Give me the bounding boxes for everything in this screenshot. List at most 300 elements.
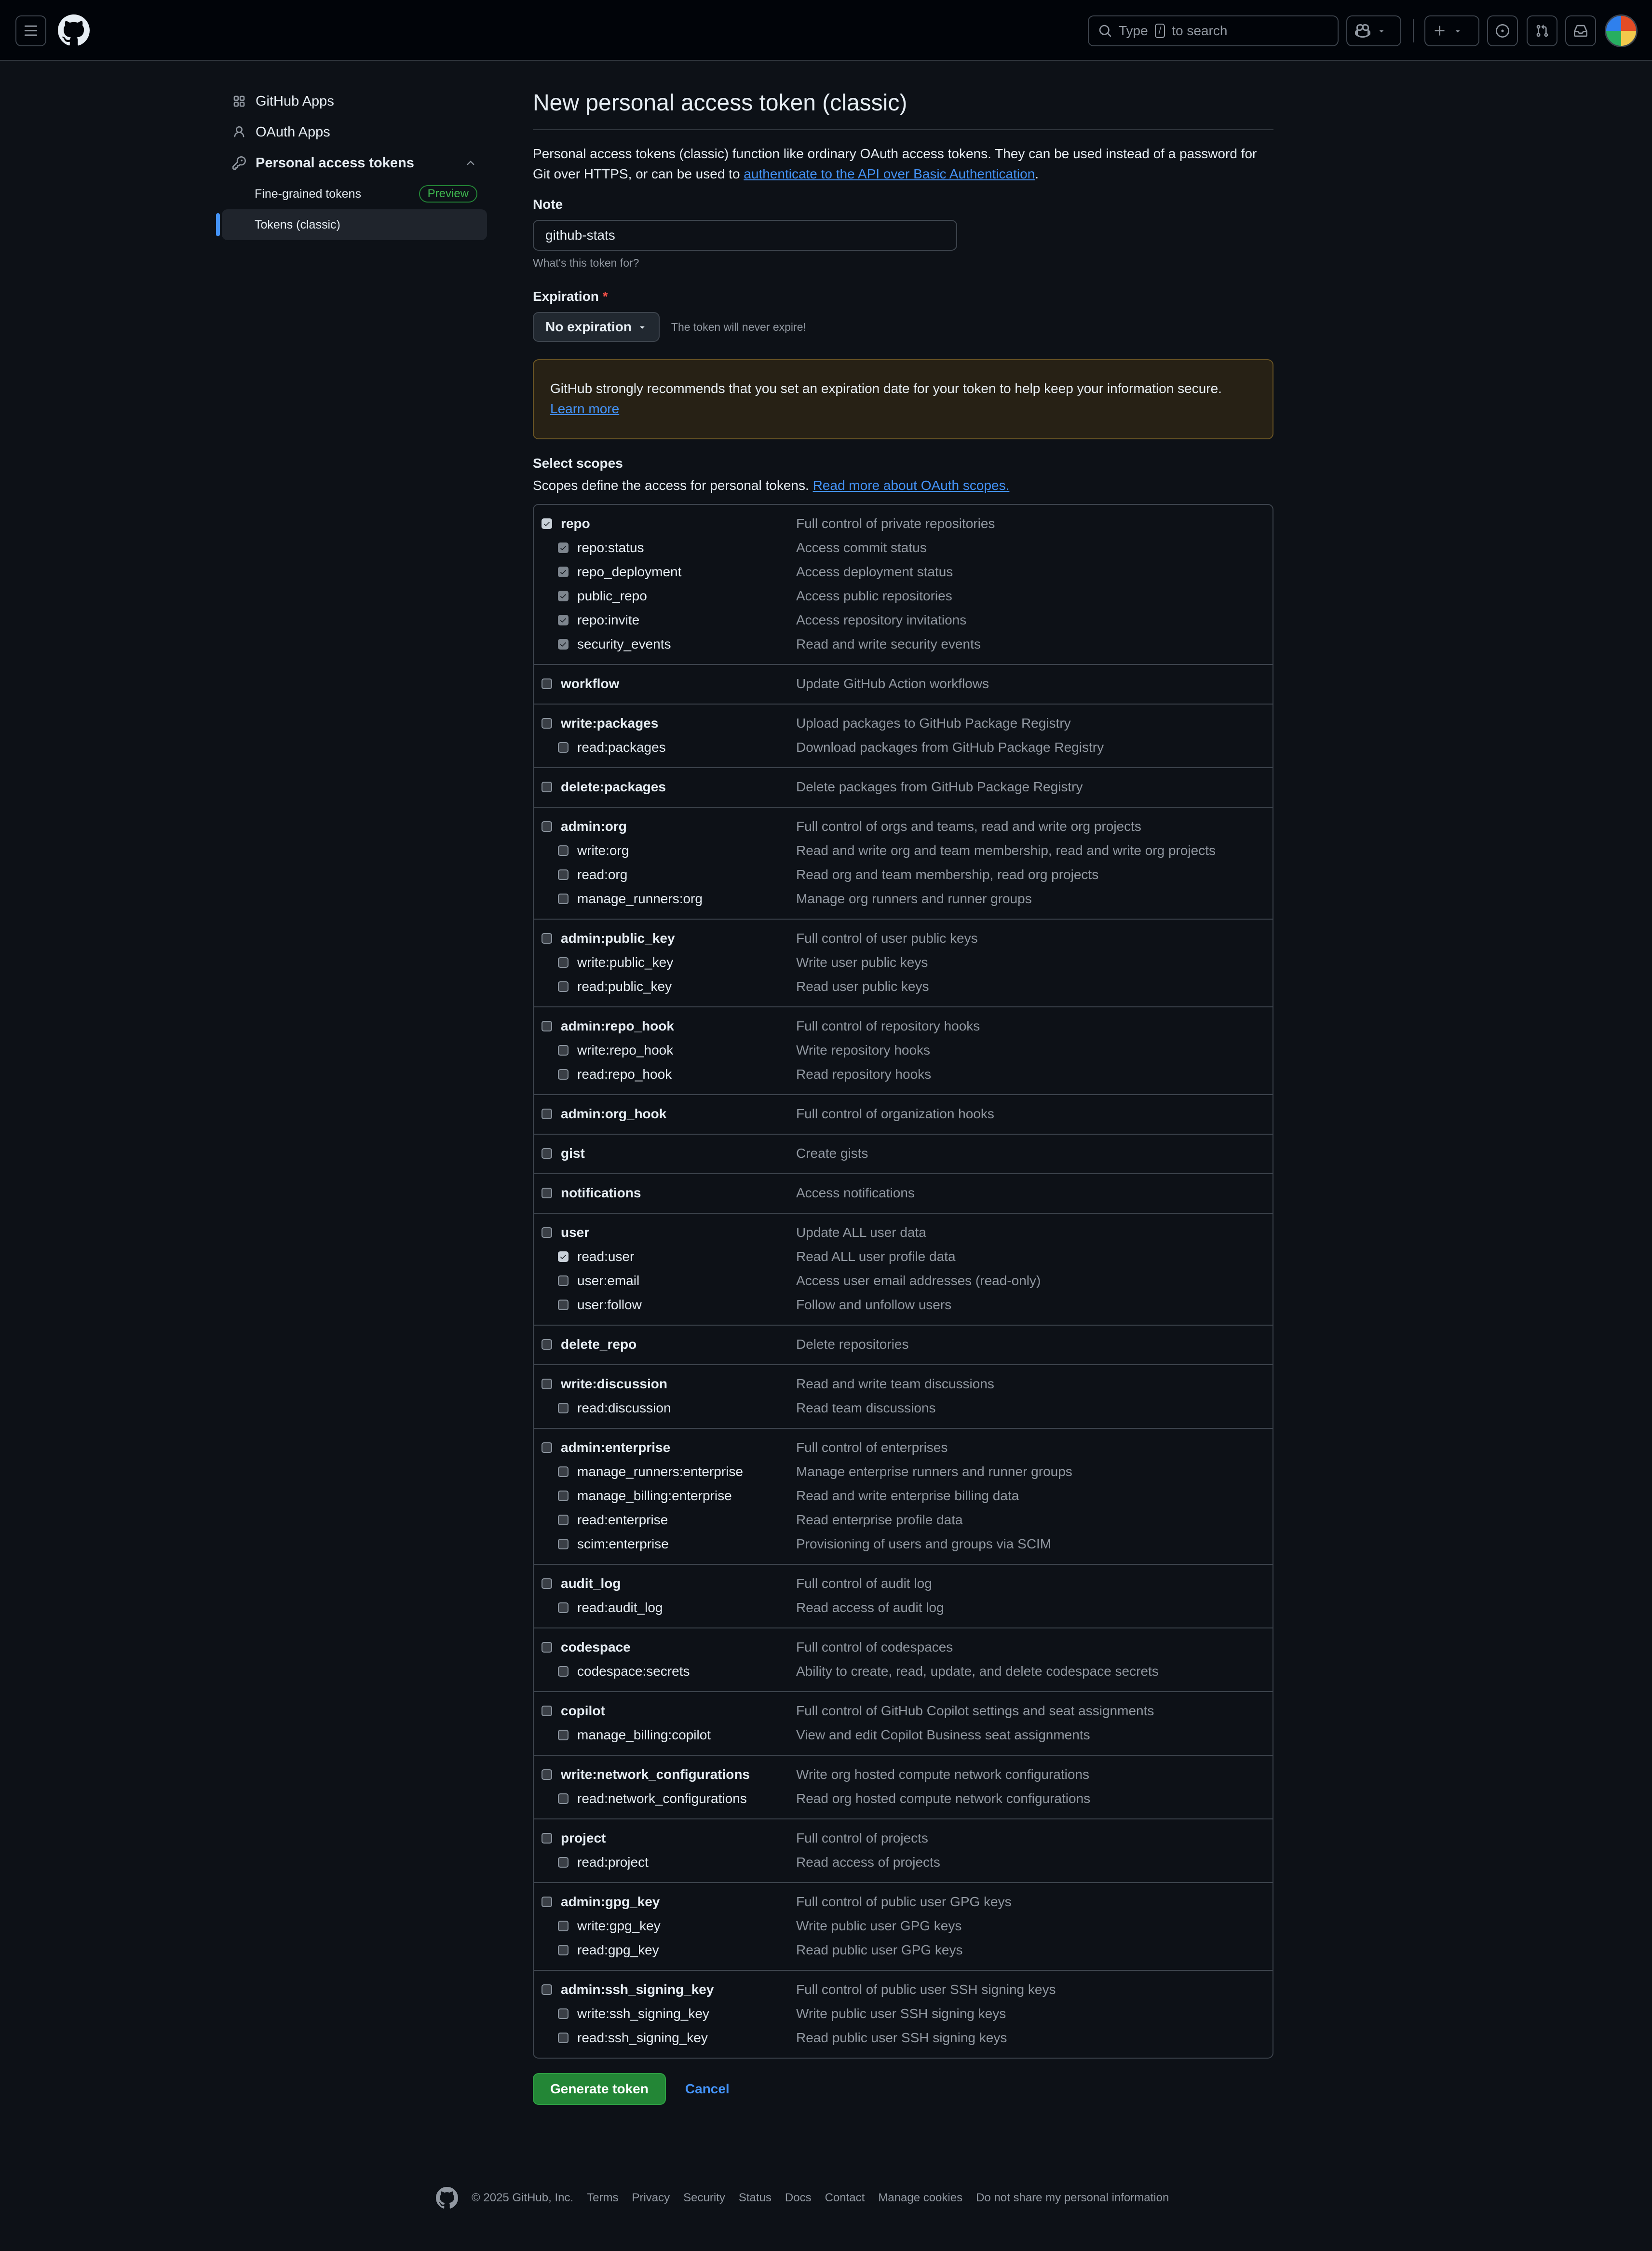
scope-group: [534, 767, 1273, 807]
scope-checkbox[interactable]: [542, 518, 552, 529]
scope-description: Full control of public user SSH signing keys: [796, 1982, 1056, 1997]
scope-description: Write user public keys: [796, 955, 928, 970]
scope-checkbox[interactable]: [542, 1578, 552, 1589]
required-mark: *: [602, 289, 608, 304]
scope-description: Read access of projects: [796, 1855, 940, 1870]
scope-name[interactable]: write:discussion: [561, 1376, 667, 1391]
scope-name[interactable]: copilot: [561, 1703, 605, 1718]
scope-name[interactable]: read:org: [577, 867, 628, 882]
scope-description: Full control of enterprises: [796, 1440, 948, 1455]
scope-row: [534, 2026, 1273, 2050]
basic-auth-link[interactable]: authenticate to the API over Basic Authentication: [744, 166, 1035, 181]
scope-description: Read and write security events: [796, 637, 981, 651]
scope-description: Write public user SSH signing keys: [796, 2006, 1006, 2021]
footer-link-status[interactable]: Status: [738, 2191, 772, 2204]
scope-name[interactable]: scim:enterprise: [577, 1536, 669, 1551]
scope-description: Access deployment status: [796, 564, 953, 579]
hamburger-icon: [24, 24, 38, 38]
scope-group: [534, 1882, 1273, 1970]
scope-group: [534, 1564, 1273, 1627]
copilot-button[interactable]: [1346, 15, 1401, 46]
scope-row: [534, 1978, 1273, 2002]
scope-row: [534, 1245, 1273, 1269]
scope-checkbox[interactable]: [542, 1642, 552, 1653]
footer-link-security[interactable]: Security: [683, 2191, 725, 2204]
scope-description: Full control of audit log: [796, 1576, 932, 1591]
scope-name[interactable]: admin:enterprise: [561, 1440, 671, 1455]
scope-checkbox[interactable]: [542, 1706, 552, 1716]
scope-name[interactable]: codespace: [561, 1640, 631, 1654]
scope-description: Access notifications: [796, 1185, 915, 1200]
scope-description: Read org and team membership, read org projects: [796, 867, 1099, 882]
settings-sidebar: [222, 86, 487, 240]
sidebar-item-tokens-classic[interactable]: [222, 209, 487, 240]
scope-row: [534, 1723, 1273, 1747]
scope-description: Delete repositories: [796, 1337, 909, 1352]
scope-row: [534, 1787, 1273, 1811]
check-icon: [559, 592, 567, 600]
scope-name[interactable]: public_repo: [577, 588, 647, 603]
scope-row: [534, 975, 1273, 999]
scope-row: [534, 814, 1273, 839]
sidebar-item-label: Personal access tokens: [256, 155, 414, 171]
oauth-scopes-link[interactable]: Read more about OAuth scopes.: [812, 478, 1010, 493]
scope-row: [534, 1914, 1273, 1938]
scope-checkbox[interactable]: [558, 1793, 569, 1804]
sidebar-item-label: Fine-grained tokens: [255, 187, 361, 201]
scope-name[interactable]: write:gpg_key: [577, 1918, 661, 1933]
scope-description: Read repository hooks: [796, 1067, 932, 1082]
scope-checkbox[interactable]: [558, 1275, 569, 1286]
scope-checkbox[interactable]: [558, 1466, 569, 1477]
scope-name[interactable]: write:repo_hook: [577, 1043, 674, 1058]
scope-description: Read and write org and team membership, read and write org projects: [796, 843, 1216, 858]
scope-row: [534, 926, 1273, 950]
scope-checkbox[interactable]: [542, 1188, 552, 1198]
scope-group: [534, 505, 1273, 664]
scope-name[interactable]: write:ssh_signing_key: [577, 2006, 709, 2021]
scope-name[interactable]: user: [561, 1225, 590, 1240]
scope-checkbox[interactable]: [558, 639, 569, 650]
scope-row: [534, 608, 1273, 632]
chevron-down-icon: [1453, 27, 1462, 35]
check-icon: [559, 640, 567, 648]
scope-name[interactable]: user:follow: [577, 1297, 642, 1312]
scope-group: [534, 1213, 1273, 1325]
scope-description: Full control of orgs and teams, read and write org projects: [796, 819, 1141, 834]
scope-description: Read team discussions: [796, 1400, 936, 1415]
scope-row: [534, 887, 1273, 911]
scope-name[interactable]: read:public_key: [577, 979, 672, 994]
scope-name[interactable]: user:email: [577, 1273, 640, 1288]
scope-row: [534, 1596, 1273, 1620]
scope-name[interactable]: read:repo_hook: [577, 1067, 672, 1082]
scope-description: Access repository invitations: [796, 612, 967, 627]
scope-row: [534, 560, 1273, 584]
scope-description: Read and write team discussions: [796, 1376, 994, 1391]
expiration-select[interactable]: [533, 312, 660, 342]
scope-name[interactable]: read:audit_log: [577, 1600, 663, 1615]
scope-row: [534, 1826, 1273, 1850]
scope-checkbox[interactable]: [542, 1442, 552, 1453]
scope-checkbox[interactable]: [542, 1227, 552, 1238]
scope-description: Write repository hooks: [796, 1043, 931, 1058]
scope-row: [534, 775, 1273, 799]
learn-more-link[interactable]: Learn more: [550, 401, 620, 416]
scope-row: [534, 1890, 1273, 1914]
scope-description: Read access of audit log: [796, 1600, 944, 1615]
issue-opened-icon: [1496, 24, 1509, 38]
scope-name[interactable]: delete:packages: [561, 779, 666, 794]
scope-row: [534, 711, 1273, 735]
scope-row: [534, 950, 1273, 975]
scope-row: [534, 536, 1273, 560]
scope-checkbox[interactable]: [542, 1833, 552, 1844]
generate-token-button[interactable]: Generate token: [533, 2073, 666, 2105]
check-icon: [559, 544, 567, 552]
cancel-link[interactable]: Cancel: [685, 2081, 730, 2096]
scope-name[interactable]: read:ssh_signing_key: [577, 2030, 708, 2045]
scope-name[interactable]: manage_runners:org: [577, 891, 703, 906]
scope-group: [534, 1627, 1273, 1691]
scope-checkbox[interactable]: [542, 1021, 552, 1031]
pull-requests-button[interactable]: [1527, 15, 1557, 46]
scope-row: [534, 1038, 1273, 1062]
scope-description: Update ALL user data: [796, 1225, 926, 1240]
scope-name[interactable]: manage_runners:enterprise: [577, 1464, 743, 1479]
scope-description: Read user public keys: [796, 979, 929, 994]
scope-checkbox[interactable]: [558, 591, 569, 601]
sidebar-item-label: Tokens (classic): [255, 217, 340, 231]
scope-checkbox[interactable]: [542, 821, 552, 832]
scope-name[interactable]: gist: [561, 1146, 585, 1161]
scope-checkbox[interactable]: [542, 1769, 552, 1780]
scope-group: [534, 1134, 1273, 1173]
footer-link-privacy[interactable]: Privacy: [632, 2191, 670, 2204]
scope-name[interactable]: read:user: [577, 1249, 635, 1264]
scope-checkbox[interactable]: [558, 1300, 569, 1310]
scope-row: [534, 1938, 1273, 1962]
create-new-button[interactable]: [1424, 15, 1479, 46]
scope-group: [534, 919, 1273, 1006]
scope-description: Provisioning of users and groups via SCIM: [796, 1536, 1052, 1551]
scope-description: Full control of repository hooks: [796, 1018, 980, 1033]
scope-name[interactable]: write:public_key: [577, 955, 674, 970]
scope-name[interactable]: admin:ssh_signing_key: [561, 1982, 714, 1997]
note-hint: What's this token for?: [533, 257, 639, 269]
scope-checkbox[interactable]: [558, 1045, 569, 1056]
expiration-label: [533, 287, 1273, 306]
scope-description: Ability to create, read, update, and delete codespace secrets: [796, 1664, 1159, 1679]
scope-checkbox[interactable]: [558, 2033, 569, 2043]
sidebar-item-label: OAuth Apps: [256, 124, 330, 140]
scope-name[interactable]: write:packages: [561, 716, 659, 731]
scope-checkbox[interactable]: [542, 718, 552, 729]
scope-name[interactable]: repo:status: [577, 540, 644, 555]
preview-badge: Preview: [419, 185, 477, 203]
scope-checkbox[interactable]: [558, 845, 569, 856]
check-icon: [559, 1253, 567, 1261]
scope-checkbox[interactable]: [558, 1945, 569, 1955]
note-label: Note: [533, 197, 563, 212]
scope-checkbox[interactable]: [542, 782, 552, 792]
scope-name[interactable]: security_events: [577, 637, 671, 651]
scopes-desc-text: Scopes define the access for personal tokens.: [533, 478, 809, 493]
scope-row: [534, 1699, 1273, 1723]
scope-checkbox[interactable]: [558, 1730, 569, 1740]
footer-link-terms[interactable]: Terms: [587, 2191, 619, 2204]
scope-group: [534, 1755, 1273, 1818]
global-header: [0, 0, 1652, 61]
scope-description: Full control of user public keys: [796, 931, 978, 946]
github-mark-icon[interactable]: [436, 2187, 458, 2209]
scope-row: [534, 1850, 1273, 1874]
scope-name[interactable]: repo_deployment: [577, 564, 682, 579]
scope-group: [534, 1970, 1273, 2058]
scope-group: [534, 807, 1273, 919]
scope-name[interactable]: write:network_configurations: [561, 1767, 750, 1782]
scope-name[interactable]: read:network_configurations: [577, 1791, 747, 1806]
plus-icon: [1433, 24, 1447, 38]
scope-description: Read public user SSH signing keys: [796, 2030, 1007, 2045]
footer-link-do-not-share[interactable]: Do not share my personal information: [976, 2191, 1169, 2204]
expiration-warning: [533, 359, 1273, 439]
scope-row: [534, 1269, 1273, 1293]
scope-row: [534, 1293, 1273, 1317]
scope-checkbox[interactable]: [558, 1515, 569, 1525]
scope-name[interactable]: project: [561, 1831, 606, 1845]
scope-row: [534, 1572, 1273, 1596]
scope-checkbox[interactable]: [558, 957, 569, 968]
scope-description: Read and write enterprise billing data: [796, 1488, 1019, 1503]
expiration-hint: The token will never expire!: [671, 320, 806, 333]
scope-checkbox[interactable]: [542, 1339, 552, 1350]
scope-checkbox[interactable]: [558, 542, 569, 553]
scope-description: Read org hosted compute network configurations: [796, 1791, 1091, 1806]
sidebar-item-label: GitHub Apps: [256, 93, 334, 109]
scope-group: [534, 1818, 1273, 1882]
scope-checkbox[interactable]: [558, 981, 569, 992]
scope-row: [534, 1508, 1273, 1532]
scope-description: Full control of codespaces: [796, 1640, 953, 1654]
scope-name[interactable]: admin:gpg_key: [561, 1894, 660, 1909]
scope-checkbox[interactable]: [558, 567, 569, 577]
main-content: [533, 87, 1273, 2105]
scope-name[interactable]: read:enterprise: [577, 1512, 668, 1527]
scope-row: [534, 1484, 1273, 1508]
scopes-list: [533, 504, 1273, 2059]
scope-name[interactable]: admin:org: [561, 819, 627, 834]
scopes-description: [533, 476, 1273, 495]
scope-description: Manage org runners and runner groups: [796, 891, 1032, 906]
scope-name[interactable]: admin:public_key: [561, 931, 675, 946]
scope-description: Read ALL user profile data: [796, 1249, 956, 1264]
scope-description: Download packages from GitHub Package Registry: [796, 740, 1104, 755]
scope-group: [534, 1691, 1273, 1755]
scope-group: [534, 1364, 1273, 1428]
user-avatar[interactable]: [1605, 14, 1638, 47]
page-title: New personal access token (classic): [533, 90, 907, 116]
scope-row: [534, 1460, 1273, 1484]
scope-checkbox[interactable]: [558, 1602, 569, 1613]
scope-description: Upload packages to GitHub Package Registry: [796, 716, 1071, 731]
git-pull-request-icon: [1535, 24, 1549, 38]
scope-checkbox[interactable]: [558, 894, 569, 904]
scope-group: [534, 664, 1273, 704]
scope-checkbox[interactable]: [558, 615, 569, 625]
scope-description: Access user email addresses (read-only): [796, 1273, 1041, 1288]
scope-group: [534, 1428, 1273, 1564]
scope-name[interactable]: read:discussion: [577, 1400, 671, 1415]
expiration-row: [533, 312, 1273, 342]
inbox-icon: [1574, 24, 1587, 38]
search-icon: [1098, 24, 1112, 38]
title-divider: [533, 129, 1273, 130]
expiration-label-text: Expiration: [533, 289, 599, 304]
scope-description: Full control of public user GPG keys: [796, 1894, 1012, 1909]
scope-description: Access public repositories: [796, 588, 952, 603]
scope-name[interactable]: repo:invite: [577, 612, 640, 627]
copilot-icon: [1355, 23, 1370, 39]
check-icon: [559, 616, 567, 624]
issues-button[interactable]: [1487, 15, 1518, 46]
search-shortcut-key: /: [1155, 24, 1165, 38]
footer-link-manage-cookies[interactable]: Manage cookies: [878, 2191, 963, 2204]
search-prefix: Type: [1119, 23, 1148, 38]
form-actions: [533, 2073, 1273, 2105]
scope-checkbox[interactable]: [558, 2008, 569, 2019]
scope-description: Write org hosted compute network configurations: [796, 1767, 1090, 1782]
expiration-value: No expiration: [545, 319, 632, 334]
github-logo-link[interactable]: [58, 14, 90, 46]
scope-checkbox[interactable]: [558, 1491, 569, 1501]
intro-end: .: [1035, 166, 1039, 181]
scope-description: Manage enterprise runners and runner groups: [796, 1464, 1072, 1479]
scope-row: [534, 1181, 1273, 1205]
scope-row: [534, 1436, 1273, 1460]
scope-checkbox[interactable]: [558, 742, 569, 753]
chevron-up-icon[interactable]: [465, 157, 476, 169]
apps-icon: [232, 95, 246, 108]
footer-link-contact[interactable]: Contact: [825, 2191, 865, 2204]
scope-row: [534, 839, 1273, 863]
scope-name[interactable]: notifications: [561, 1185, 641, 1200]
scope-name[interactable]: admin:repo_hook: [561, 1018, 674, 1033]
scope-description: Create gists: [796, 1146, 868, 1161]
scope-name[interactable]: admin:org_hook: [561, 1106, 667, 1121]
check-icon: [543, 520, 551, 528]
scope-checkbox[interactable]: [542, 1984, 552, 1995]
scope-checkbox[interactable]: [542, 1897, 552, 1907]
check-icon: [559, 568, 567, 576]
scope-checkbox[interactable]: [558, 1403, 569, 1413]
scope-name[interactable]: delete_repo: [561, 1337, 637, 1352]
menu-button[interactable]: [15, 15, 46, 46]
scope-name[interactable]: manage_billing:copilot: [577, 1727, 711, 1742]
scope-name[interactable]: read:packages: [577, 740, 666, 755]
search-input[interactable]: [1088, 15, 1339, 46]
scope-row: [534, 512, 1273, 536]
scope-group: [534, 704, 1273, 767]
scope-name[interactable]: read:gpg_key: [577, 1942, 659, 1957]
scope-row: [534, 1102, 1273, 1126]
scope-description: Write public user GPG keys: [796, 1918, 962, 1933]
scope-checkbox[interactable]: [558, 869, 569, 880]
scope-group: [534, 1006, 1273, 1094]
scope-row: [534, 672, 1273, 696]
header-divider: [1413, 19, 1414, 42]
scope-checkbox[interactable]: [542, 1109, 552, 1119]
scope-checkbox[interactable]: [558, 1069, 569, 1080]
scope-row: [534, 863, 1273, 887]
scope-checkbox[interactable]: [558, 1857, 569, 1868]
scope-name[interactable]: codespace:secrets: [577, 1664, 690, 1679]
scope-group: [534, 1094, 1273, 1134]
scope-row: [534, 1062, 1273, 1086]
warning-text: GitHub strongly recommends that you set an expiration date for your token to help keep your information secure.: [550, 381, 1222, 396]
scope-row: [534, 1396, 1273, 1420]
scope-name[interactable]: write:org: [577, 843, 629, 858]
scope-checkbox[interactable]: [542, 1148, 552, 1159]
sidebar-item-github-apps[interactable]: [222, 86, 487, 117]
scope-row: [534, 1763, 1273, 1787]
scope-name[interactable]: workflow: [561, 676, 620, 691]
sidebar-item-oauth-apps[interactable]: [222, 117, 487, 148]
scope-row: [534, 1141, 1273, 1166]
scope-row: [534, 1372, 1273, 1396]
scope-name[interactable]: audit_log: [561, 1576, 621, 1591]
scope-checkbox[interactable]: [558, 1539, 569, 1549]
scope-row: [534, 735, 1273, 759]
notifications-button[interactable]: [1565, 15, 1596, 46]
scope-row: [534, 2002, 1273, 2026]
intro-text: [533, 144, 1273, 184]
github-mark-icon: [58, 14, 90, 46]
footer-link-docs[interactable]: Docs: [785, 2191, 812, 2204]
scope-description: Full control of organization hooks: [796, 1106, 994, 1121]
scope-name[interactable]: repo: [561, 516, 590, 531]
footer-copyright: © 2025 GitHub, Inc.: [472, 2191, 574, 2204]
scope-description: Access commit status: [796, 540, 927, 555]
scopes-title: Select scopes: [533, 456, 623, 471]
scope-description: Full control of GitHub Copilot settings and seat assignments: [796, 1703, 1154, 1718]
scope-checkbox[interactable]: [542, 933, 552, 944]
note-input[interactable]: github-stats: [533, 220, 957, 251]
scope-checkbox[interactable]: [558, 1921, 569, 1931]
scope-row: [534, 1532, 1273, 1556]
scope-description: Update GitHub Action workflows: [796, 676, 989, 691]
scope-description: Full control of private repositories: [796, 516, 995, 531]
scope-description: Full control of projects: [796, 1831, 928, 1845]
scope-group: [534, 1325, 1273, 1364]
search-suffix: to search: [1172, 23, 1228, 38]
scope-checkbox[interactable]: [542, 678, 552, 689]
chevron-down-icon: [1377, 27, 1386, 35]
intro-body: Personal access tokens (classic) function like ordinary OAuth access tokens. They can be used instead of a password for Git over HTTPS, or can be used to: [533, 146, 1257, 181]
scope-checkbox[interactable]: [542, 1379, 552, 1389]
sidebar-item-personal-access-tokens[interactable]: [222, 148, 487, 178]
scope-checkbox[interactable]: [558, 1666, 569, 1677]
scope-row: [534, 632, 1273, 656]
scope-description: Delete packages from GitHub Package Registry: [796, 779, 1083, 794]
scope-name[interactable]: manage_billing:enterprise: [577, 1488, 732, 1503]
scope-checkbox[interactable]: [558, 1251, 569, 1262]
scope-description: Read public user GPG keys: [796, 1942, 963, 1957]
scope-row: [534, 584, 1273, 608]
scope-row: [534, 1332, 1273, 1356]
sidebar-item-fine-grained-tokens[interactable]: [222, 178, 487, 209]
scope-name[interactable]: read:project: [577, 1855, 649, 1870]
